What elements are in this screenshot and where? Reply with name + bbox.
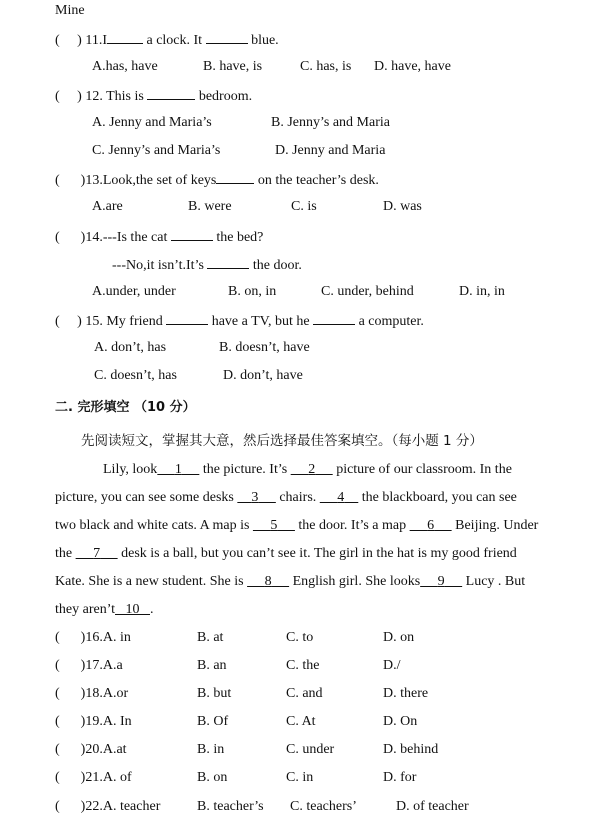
passage-blank[interactable]: [76, 546, 118, 561]
q12-text: bedroom.: [195, 89, 253, 104]
q14-stem: )14.---Is the cat: [80, 230, 171, 245]
passage-blank[interactable]: [320, 490, 359, 505]
q12-option-d: D. Jenny and Maria: [275, 143, 386, 158]
cloze-option-c: C. under: [286, 742, 335, 757]
q15-stem: ) 15. My friend: [77, 314, 167, 329]
answer-blank[interactable]: [216, 169, 254, 184]
answer-blank[interactable]: [166, 310, 208, 325]
passage-text: desk is a ball, but you can’t see it. The girl in the hat is my good friend: [117, 546, 517, 561]
answer-blank[interactable]: [171, 226, 213, 241]
cloze-option-c: C. in: [286, 770, 314, 785]
passage-text: the picture. It’s: [199, 462, 291, 477]
passage-text: two black and white cats. A map is: [55, 518, 253, 533]
passage-line-3: [55, 516, 538, 536]
cloze-option-b: B. an: [197, 658, 227, 673]
section-instructions: 先阅读短文，掌握其大意，然后选择最佳答案填空。（每小题 1 分）: [81, 433, 483, 449]
q12-option-a: A. Jenny and Maria’s: [92, 115, 212, 130]
cloze-option-d: D. for: [383, 770, 417, 785]
answer-paren[interactable]: (: [55, 173, 81, 188]
q11-option-b: B. have, is: [203, 59, 263, 74]
passage-text: .: [150, 602, 154, 617]
answer-paren[interactable]: (: [55, 686, 81, 701]
question-13: [55, 169, 379, 191]
passage-line-6: [55, 600, 154, 620]
blank-number: 6: [427, 518, 435, 533]
answer-paren[interactable]: (: [55, 630, 81, 645]
cloze-option-d: D. behind: [383, 742, 439, 757]
q11-text: blue.: [247, 33, 279, 48]
cloze-option-a: )17.A.a: [80, 658, 123, 673]
q12-option-c: C. Jenny’s and Maria’s: [92, 143, 221, 158]
cloze-option-d: D. on: [383, 630, 415, 645]
passage-text: chairs.: [275, 490, 320, 505]
passage-text: picture, you can see some desks: [55, 490, 238, 505]
blank-number: 1: [174, 462, 182, 477]
answer-paren[interactable]: (: [55, 230, 81, 245]
blank-number: 8: [264, 574, 272, 589]
cloze-option-b: B. Of: [197, 714, 229, 729]
q15-text: a computer.: [355, 314, 424, 329]
q14-option-b: B. on, in: [228, 284, 277, 299]
answer-blank[interactable]: [207, 254, 249, 269]
answer-paren[interactable]: (: [55, 314, 78, 329]
q11-option-a: A.has, have: [92, 59, 158, 74]
question-12: [55, 85, 252, 107]
passage-text: Lily, look: [103, 462, 158, 477]
q15-option-d: D. don’t, have: [223, 368, 303, 383]
q11-text: a clock. It: [142, 33, 206, 48]
answer-paren[interactable]: (: [55, 658, 81, 673]
q14-text: the door.: [249, 258, 302, 273]
q14-option-a: A.under, under: [92, 284, 176, 299]
q13-option-b: B. were: [188, 199, 232, 214]
passage-blank[interactable]: [157, 462, 199, 477]
section-title: 二. 完形填空 （10 分）: [55, 400, 196, 415]
q13-option-d: D. was: [383, 199, 422, 214]
q14-option-c: C. under, behind: [321, 284, 414, 299]
passage-line-2: [55, 488, 517, 508]
passage-blank[interactable]: [115, 602, 150, 617]
answer-blank[interactable]: [147, 85, 195, 100]
passage-blank[interactable]: [253, 518, 295, 533]
cloze-option-a: )19.A. In: [80, 714, 132, 729]
answer-paren[interactable]: (: [55, 742, 81, 757]
answer-paren[interactable]: (: [55, 714, 81, 729]
q14-line2: [112, 254, 302, 276]
cloze-option-a: )20.A.at: [80, 742, 127, 757]
cloze-option-a: )18.A.or: [80, 686, 129, 701]
q15-option-c: C. doesn’t, has: [94, 368, 177, 383]
passage-text: Lucy . But: [462, 574, 526, 589]
blank-number: 2: [308, 462, 316, 477]
q13-option-a: A.are: [92, 199, 123, 214]
passage-line-4: [55, 544, 517, 564]
q14-text: the bed?: [212, 230, 264, 245]
q12-stem: ) 12. This is: [77, 89, 148, 104]
cloze-option-c: C. teachers’: [290, 799, 357, 814]
q12-option-b: B. Jenny’s and Maria: [271, 115, 390, 130]
q13-stem: )13.Look,the set of keys: [80, 173, 217, 188]
passage-line-5: [55, 572, 525, 592]
blank-number: 7: [93, 546, 101, 561]
blank-number: 4: [337, 490, 345, 505]
passage-text: English girl. She looks: [289, 574, 421, 589]
passage-text: the blackboard, you can see: [358, 490, 517, 505]
question-14: [55, 226, 263, 248]
q15-option-a: A. don’t, has: [94, 340, 167, 355]
answer-blank[interactable]: [206, 29, 248, 44]
passage-text: the: [55, 546, 76, 561]
cloze-option-d: D. of teacher: [396, 799, 469, 814]
passage-text: the door. It’s a map: [294, 518, 410, 533]
answer-paren[interactable]: (: [55, 89, 78, 104]
question-11: [55, 29, 279, 51]
cloze-option-c: C. and: [286, 686, 323, 701]
q13-text: on the teacher’s desk.: [254, 173, 379, 188]
q15-option-b: B. doesn’t, have: [219, 340, 310, 355]
cloze-option-b: B. teacher’s: [197, 799, 264, 814]
q14-option-d: D. in, in: [459, 284, 505, 299]
q13-option-c: C. is: [291, 199, 317, 214]
answer-paren[interactable]: (: [55, 33, 78, 48]
passage-line-1: [103, 460, 512, 480]
blank-number: 9: [437, 574, 445, 589]
answer-paren[interactable]: (: [55, 770, 81, 785]
cloze-option-a: )22.A. teacher: [80, 799, 161, 814]
answer-paren[interactable]: (: [55, 799, 81, 814]
cloze-option-c: C. At: [286, 714, 316, 729]
blank-number: 5: [270, 518, 278, 533]
cloze-option-c: C. the: [286, 658, 320, 673]
passage-text: they aren’t: [55, 602, 115, 617]
q11-option-d: D. have, have: [374, 59, 451, 74]
cloze-option-c: C. to: [286, 630, 314, 645]
cloze-option-b: B. in: [197, 742, 225, 757]
cloze-option-d: D. there: [383, 686, 429, 701]
passage-text: Kate. She is a new student. She is: [55, 574, 248, 589]
blank-number: 10: [125, 602, 140, 617]
cloze-option-b: B. at: [197, 630, 224, 645]
q14-text: ---No,it isn’t.It’s: [112, 258, 208, 273]
cloze-option-d: D. On: [383, 714, 418, 729]
q11-option-c: C. has, is: [300, 59, 352, 74]
passage-blank[interactable]: [410, 518, 452, 533]
question-15: [55, 310, 424, 332]
cloze-option-a: )16.A. in: [80, 630, 131, 645]
cloze-option-d: D./: [383, 658, 401, 673]
q15-text: have a TV, but he: [208, 314, 314, 329]
passage-text: picture of our classroom. In the: [332, 462, 512, 477]
passage-blank[interactable]: [291, 462, 333, 477]
passage-blank[interactable]: [247, 574, 289, 589]
header-word: Mine: [55, 3, 85, 18]
blank-number: 3: [251, 490, 259, 505]
passage-blank[interactable]: [237, 490, 276, 505]
cloze-option-b: B. on: [197, 770, 228, 785]
answer-blank[interactable]: [107, 29, 143, 44]
cloze-option-b: B. but: [197, 686, 232, 701]
passage-text: Beijing. Under: [451, 518, 539, 533]
answer-blank[interactable]: [313, 310, 355, 325]
passage-blank[interactable]: [420, 574, 462, 589]
q11-stem: ) 11.I: [77, 33, 107, 48]
cloze-option-a: )21.A. of: [80, 770, 132, 785]
